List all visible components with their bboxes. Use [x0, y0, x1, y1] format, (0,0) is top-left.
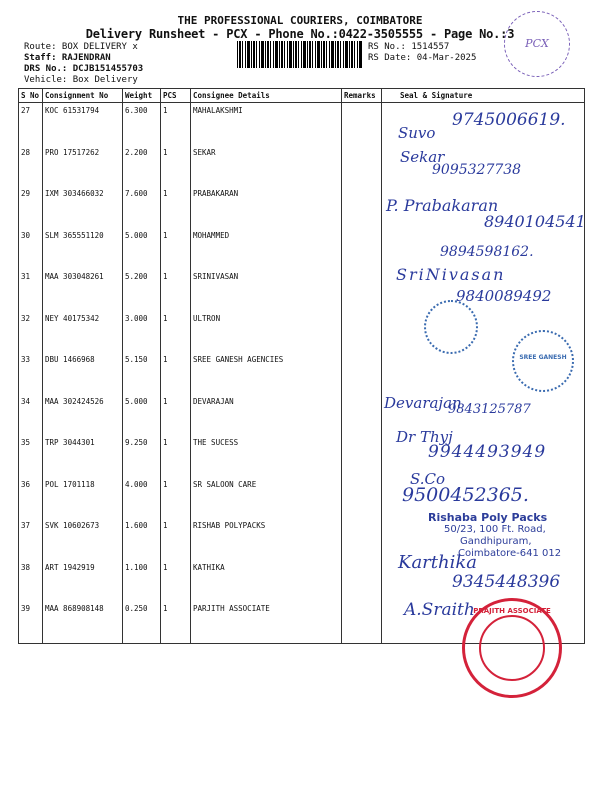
remarks: [342, 269, 382, 311]
col-weight: Weight: [123, 89, 161, 103]
handwritten-phone-34: 9843125787: [448, 402, 531, 417]
pcs: 1: [161, 186, 191, 228]
handwritten-phone-31: 9840089492: [456, 287, 552, 305]
table-row: [19, 311, 585, 353]
header-left-info: [24, 42, 143, 86]
consignee: PRABAKARAN: [191, 186, 342, 228]
remarks: [342, 145, 382, 187]
pcs: 1: [161, 601, 191, 643]
consignee: SR SALOON CARE: [191, 477, 342, 519]
handwritten-signature-34: Devarajan: [384, 394, 462, 412]
col-signature: Seal & Signature: [382, 89, 585, 103]
consignment-no: NEY 40175342: [43, 311, 123, 353]
pcs: 1: [161, 103, 191, 145]
vehicle-text: Vehicle: Box Delivery: [24, 75, 138, 85]
sno: 32: [19, 311, 43, 353]
remarks: [342, 186, 382, 228]
consignment-no: TRP 3044301: [43, 435, 123, 477]
handwritten-phone-28: 9095327738: [432, 162, 522, 178]
consignee: RISHAB POLYPACKS: [191, 518, 342, 560]
rishaba-addr3: Coimbatore-641 012: [458, 548, 562, 559]
rishaba-addr2: Gandhipuram,: [460, 536, 532, 547]
pcs: 1: [161, 518, 191, 560]
sno: 27: [19, 103, 43, 145]
weight: 7.600: [123, 186, 161, 228]
remarks: [342, 394, 382, 436]
sno: 30: [19, 228, 43, 270]
consignee: SREE GANESH AGENCIES: [191, 352, 342, 394]
consignee: PARJITH ASSOCIATE: [191, 601, 342, 643]
sree-ganesh-stamp-text: SREE GANESH: [519, 354, 567, 361]
sno: 29: [19, 186, 43, 228]
pcs: 1: [161, 435, 191, 477]
rishaba-name: Rishaba Poly Packs: [428, 511, 548, 524]
remarks: [342, 228, 382, 270]
weight: 3.000: [123, 311, 161, 353]
weight: 6.300: [123, 103, 161, 145]
weight: 5.150: [123, 352, 161, 394]
weight: 9.250: [123, 435, 161, 477]
remarks: [342, 601, 382, 643]
consignee: ULTRON: [191, 311, 342, 353]
consignment-no: ART 1942919: [43, 560, 123, 602]
route-text: Route: BOX DELIVERY x: [24, 42, 138, 52]
handwritten-phone-29: 8940104541: [484, 212, 586, 231]
pcs: 1: [161, 311, 191, 353]
sno: 33: [19, 352, 43, 394]
weight: 5.000: [123, 394, 161, 436]
col-remarks: Remarks: [342, 89, 382, 103]
weight: 1.100: [123, 560, 161, 602]
consignee: MAHALAKSHMI: [191, 103, 342, 145]
handwritten-phone-30: 9894598162.: [440, 244, 534, 260]
staff-text: Staff: RAJENDRAN: [24, 53, 111, 63]
col-sno: S No: [19, 89, 43, 103]
weight: 5.000: [123, 228, 161, 270]
red-stamp-text: PRAJITH ASSOCIATE: [473, 607, 551, 615]
handwritten-phone-36: 9500452365.: [402, 484, 529, 506]
consignee: THE SUCESS: [191, 435, 342, 477]
consignee: SEKAR: [191, 145, 342, 187]
red-stamp-inner-ring: [479, 615, 545, 681]
handwritten-phone-38: 9345448396: [452, 572, 561, 592]
sno: 37: [19, 518, 43, 560]
weight: 4.000: [123, 477, 161, 519]
consignment-no: MAA 868908148: [43, 601, 123, 643]
col-consignment: Consignment No: [43, 89, 123, 103]
table-row: [19, 352, 585, 394]
handwritten-phone-35: 9944493949: [428, 442, 547, 462]
consignee: SRINIVASAN: [191, 269, 342, 311]
remarks: [342, 518, 382, 560]
remarks: [342, 477, 382, 519]
pcs: 1: [161, 145, 191, 187]
consignment-no: SLM 365551120: [43, 228, 123, 270]
consignment-no: PRO 17517262: [43, 145, 123, 187]
consignee: KATHIKA: [191, 560, 342, 602]
consignment-no: MAA 303048261: [43, 269, 123, 311]
company-name: THE PROFESSIONAL COURIERS, COIMBATORE: [177, 14, 423, 27]
sno: 35: [19, 435, 43, 477]
handwritten-signature-39: A.Sraith: [404, 600, 475, 620]
weight: 0.250: [123, 601, 161, 643]
handwritten-signature-35: Dr Thyj: [396, 428, 453, 446]
sno: 34: [19, 394, 43, 436]
table-header-row: [19, 89, 585, 103]
weight: 2.200: [123, 145, 161, 187]
remarks: [342, 311, 382, 353]
sno: 39: [19, 601, 43, 643]
row32-stamp: [424, 300, 478, 354]
consignment-no: MAA 302424526: [43, 394, 123, 436]
prajith-associate-stamp: [462, 598, 562, 698]
consignment-no: SVK 10602673: [43, 518, 123, 560]
weight: 1.600: [123, 518, 161, 560]
remarks: [342, 352, 382, 394]
consignment-no: IXM 303466032: [43, 186, 123, 228]
top-stamp: PCX: [504, 11, 570, 77]
weight: 5.200: [123, 269, 161, 311]
pcs: 1: [161, 269, 191, 311]
sno: 28: [19, 145, 43, 187]
pcs: 1: [161, 394, 191, 436]
handwritten-name-31: SriNivasan: [396, 265, 506, 284]
runsheet-title: Delivery Runsheet - PCX - Phone No.:0422-3505555 - Page No.:3: [85, 27, 515, 41]
sno: 38: [19, 560, 43, 602]
pcs: 1: [161, 477, 191, 519]
drs-text: DRS No.: DCJB151455703: [24, 64, 144, 74]
handwritten-phone-27: 9745006619.: [452, 110, 566, 130]
rs-number: RS No.: 1514557: [368, 42, 450, 52]
handwritten-signature-29: P. Prabakaran: [386, 196, 499, 215]
remarks: [342, 560, 382, 602]
handwritten-signature-27: Suvo: [398, 124, 436, 142]
pcs: 1: [161, 560, 191, 602]
rs-date: RS Date: 04-Mar-2025: [368, 53, 477, 63]
col-consignee: Consignee Details: [191, 89, 342, 103]
consignment-no: DBU 1466968: [43, 352, 123, 394]
consignee: DEVARAJAN: [191, 394, 342, 436]
header-right-info: [368, 42, 476, 64]
consignment-no: KOC 61531794: [43, 103, 123, 145]
rishaba-addr1: 50/23, 100 Ft. Road,: [444, 524, 546, 535]
consignment-no: POL 1701118: [43, 477, 123, 519]
pcs: 1: [161, 228, 191, 270]
handwritten-signature-36: S.Co: [410, 470, 446, 488]
barcode: [237, 41, 362, 68]
col-pcs: PCS: [161, 89, 191, 103]
handwritten-signature-38: Karthika: [398, 552, 478, 573]
consignee: MOHAMMED: [191, 228, 342, 270]
remarks: [342, 435, 382, 477]
sree-ganesh-stamp: [512, 330, 574, 392]
sno: 36: [19, 477, 43, 519]
remarks: [342, 103, 382, 145]
pcs: 1: [161, 352, 191, 394]
handwritten-signature-28: Sekar: [400, 148, 445, 166]
sno: 31: [19, 269, 43, 311]
